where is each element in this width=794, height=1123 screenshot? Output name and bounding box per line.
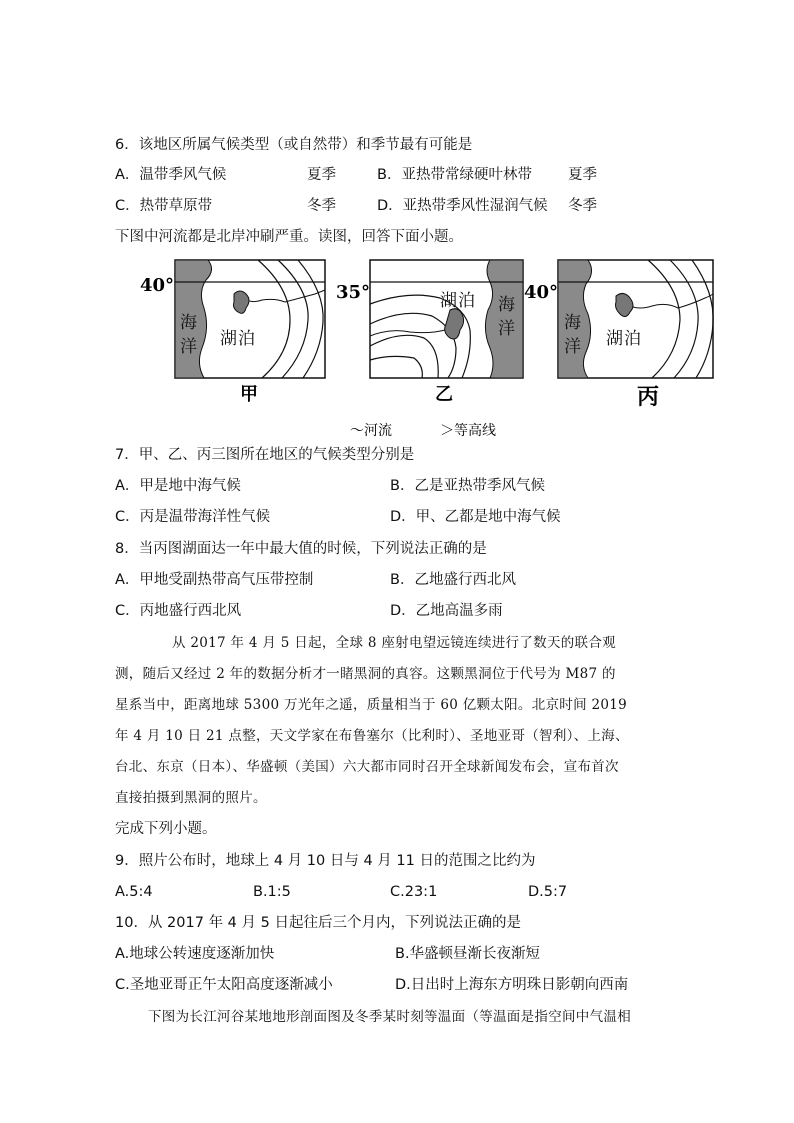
q8-option-d: D．乙地高温多雨 [390, 603, 503, 619]
q8-option-b: B．乙地盛行西北风 [390, 572, 516, 588]
q9-option-a: A.5:4 [115, 884, 153, 900]
q6-option-a-season: 夏季 [307, 167, 336, 183]
intro-9-10: 完成下列小题。 [115, 821, 217, 837]
q10-option-b: B.华盛顿昼渐长夜渐短 [395, 946, 541, 962]
intro-7-8: 下图中河流都是北岸冲刷严重。读图，回答下面小题。 [115, 229, 463, 245]
q7-option-c: C．丙是温带海洋性气候 [115, 509, 271, 525]
q6-stem: 6．该地区所属气候类型（或自然带）和季节最有可能是 [115, 137, 473, 153]
passage-line-5: 台北、东京（日本）、华盛顿（美国）六大都市同时召开全球新闻发布会，宣布首次 [115, 759, 619, 775]
q7-option-d: D．甲、乙都是地中海气候 [390, 509, 561, 525]
lat-bing: 40° [524, 282, 559, 303]
passage-line-4: 年 4 月 10 日 21 点整，天文学家在布鲁塞尔（比利时）、圣地亚哥（智利）、上海、 [115, 728, 629, 744]
q6-option-c-season: 冬季 [307, 198, 336, 214]
map-figure [140, 258, 720, 443]
lake-bing-2: 泊 [624, 329, 641, 349]
q9-stem: 9．照片公布时，地球上 4 月 10 日与 4 月 11 日的范围之比约为 [115, 853, 536, 869]
map-figure-svg [140, 258, 720, 443]
label-yi: 乙 [435, 384, 453, 405]
lake-jia-1: 湖 [220, 329, 237, 349]
q6-option-b: B．亚热带常绿硬叶林带 [377, 167, 532, 183]
lat-yi: 35° [336, 282, 371, 303]
q9-option-d: D.5:7 [528, 884, 568, 900]
lat-jia: 40° [140, 275, 175, 296]
legend-contour: ＞等高线 [440, 423, 496, 439]
q10-option-c: C.圣地亚哥正午太阳高度逐渐减小 [115, 977, 333, 993]
q10-stem: 10．从 2017 年 4 月 5 日起往后三个月内，下列说法正确的是 [115, 915, 521, 931]
ocean-bing-2: 洋 [564, 337, 581, 357]
q7-stem: 7．甲、乙、丙三图所在地区的气候类型分别是 [115, 447, 415, 463]
ocean-jia-2: 洋 [180, 337, 197, 357]
map-bing [558, 260, 713, 378]
lake-yi-1: 湖 [440, 291, 457, 311]
q7-option-b: B．乙是亚热带季风气候 [390, 478, 545, 494]
passage-line-6: 直接拍摄到黑洞的照片。 [115, 790, 267, 806]
passage-line-2: 测，随后又经过 2 年的数据分析才一睹黑洞的真容。这颗黑洞位于代号为 M87 的 [115, 666, 616, 682]
q6-option-b-season: 夏季 [568, 167, 597, 183]
q10-option-d: D.日出时上海东方明珠日影朝向西南 [395, 977, 629, 993]
q10-option-a: A.地球公转速度逐渐加快 [115, 946, 275, 962]
bottom-intro-line: 下图为长江河谷某地地形剖面图及冬季某时刻等温面（等温面是指空间中气温相 [148, 1009, 631, 1025]
ocean-yi-1: 海 [498, 295, 515, 315]
q7-option-a: A．甲是地中海气候 [115, 478, 241, 494]
label-jia: 甲 [240, 384, 258, 405]
lake-jia-2: 泊 [238, 329, 255, 349]
q8-option-c: C．丙地盛行西北风 [115, 603, 242, 619]
ocean-bing-1: 海 [564, 313, 581, 333]
lake-yi-2: 泊 [458, 291, 475, 311]
q9-option-b: B.1:5 [253, 884, 291, 900]
ocean-yi-2: 洋 [498, 319, 515, 339]
label-bing: 丙 [637, 384, 660, 410]
legend-river: ～河流 [350, 423, 392, 439]
q9-option-c: C.23:1 [390, 884, 438, 900]
passage-line-1: 从 2017 年 4 月 5 日起，全球 8 座射电望远镜连续进行了数天的联合观 [172, 635, 616, 651]
passage-line-3: 星系当中，距离地球 5300 万光年之遥，质量相当于 60 亿颗太阳。北京时间 2019 [115, 697, 628, 713]
q8-option-a: A．甲地受副热带高气压带控制 [115, 572, 314, 588]
q6-option-a: A．温带季风气候 [115, 167, 227, 183]
lake-bing-1: 湖 [606, 329, 623, 349]
q8-stem: 8．当丙图湖面达一年中最大值的时候，下列说法正确的是 [115, 541, 487, 557]
q6-option-d-season: 冬季 [568, 198, 597, 214]
q6-option-c: C．热带草原带 [115, 198, 213, 214]
map-jia [175, 260, 325, 378]
q6-option-d: D．亚热带季风性湿润气候 [377, 198, 548, 214]
ocean-jia-1: 海 [180, 313, 197, 333]
